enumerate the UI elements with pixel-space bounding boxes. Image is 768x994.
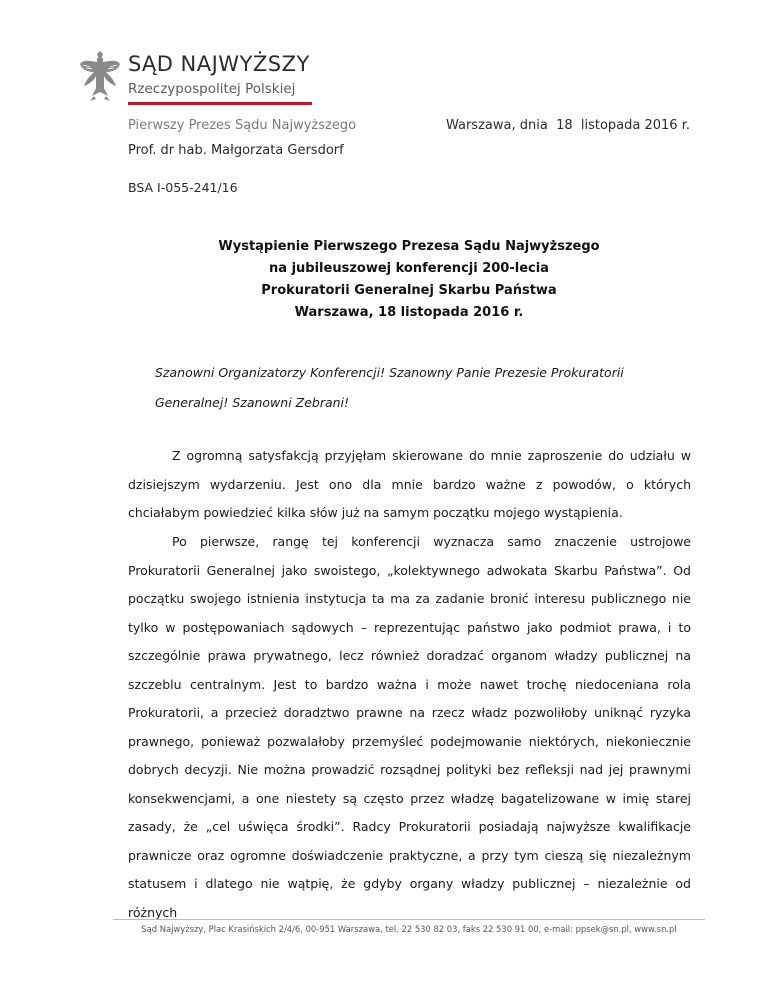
body-paragraph-1: Z ogromną satysfakcją przyjęłam skierowane do mnie zaproszenie do udziału w dzisiejszym wydarzeniu. Jest ono dla mnie bardzo ważne z powodów, o których chciałabym powiedzieć kilka słów już na samym początku mojego wystąpienia. [128, 448, 691, 520]
heading-line-1: Wystąpienie Pierwszego Prezesa Sądu Najwyższego [218, 239, 600, 254]
salutation: Szanowni Organizatorzy Konferencji! Szanowny Panie Prezesie Prokuratorii Generalnej! Szanowni Zebrani! [155, 365, 624, 410]
polish-eagle-emblem-icon [78, 50, 122, 102]
reference-number: BSA I-055-241/16 [128, 180, 238, 195]
heading-line-4: Warszawa, 18 listopada 2016 r. [294, 305, 524, 320]
sender-title: Pierwszy Prezes Sądu Najwyższego [128, 118, 357, 133]
place-date: Warszawa, dnia 18 listopada 2016 r. [445, 118, 690, 133]
heading-line-3: Prokuratorii Generalnej Skarbu Państwa [261, 283, 557, 298]
body-paragraph-2: Po pierwsze, rangę tej konferencji wyznacza samo znaczenie ustrojowe Prokuratorii Generalnej jako swoistego, „kolektywnego adwokata Skarbu Państwa”. Od początku swojego istnienia instytucja ta ma za zadanie bronić interesu publicznego nie tylko w postępowaniach sądowych – reprezentując państwo jako podmiot prawa, i to szczególnie prawa prywatnego, lecz również doradzać organom władzy publicznej na szczeblu centralnym. Jest to bardzo ważna i może nawet trochę niedoceniana rola Prokuratorii, a przecież doradztwo prawne na rzecz władz pozwoliłoby uniknąć ryzyka prawnego, ponieważ pozwalałoby przemyśleć podejmowanie niektórych, niekoniecznie dobrych decyzji. Nie można prowadzić rozsądnej polityki bez refleksji nad jej prawnymi konsekwencjami, a one niestety są często przez władzę bagatelizowane w imię starej zasady, że „cel uświęca środki”. Radcy Prokuratorii posiadają najwyższe kwalifikacje prawnicze oraz ogromne doświadczenie praktyczne, a przy tym cieszą się niezależnym statusem i dlatego nie wątpię, że gdyby organy władzy publicznej – niezależnie od różnych [128, 534, 691, 920]
heading-line-2: na jubileuszowej konferencji 200-lecia [269, 261, 549, 276]
court-name: SĄD NAJWYŻSZY [128, 52, 310, 76]
document-heading [128, 236, 690, 324]
sender-name: Prof. dr hab. Małgorzata Gersdorf [128, 143, 344, 158]
footer-contact: Sąd Najwyższy, Plac Krasińskich 2/4/6, 00-951 Warszawa, tel. 22 530 82 03, faks 22 530 91 00, e-mail: ppsek@sn.pl, www.sn.pl [141, 924, 677, 934]
court-subtitle: Rzeczypospolitej Polskiej [128, 81, 296, 97]
letterhead-divider [128, 102, 312, 105]
footer-divider [113, 919, 705, 920]
